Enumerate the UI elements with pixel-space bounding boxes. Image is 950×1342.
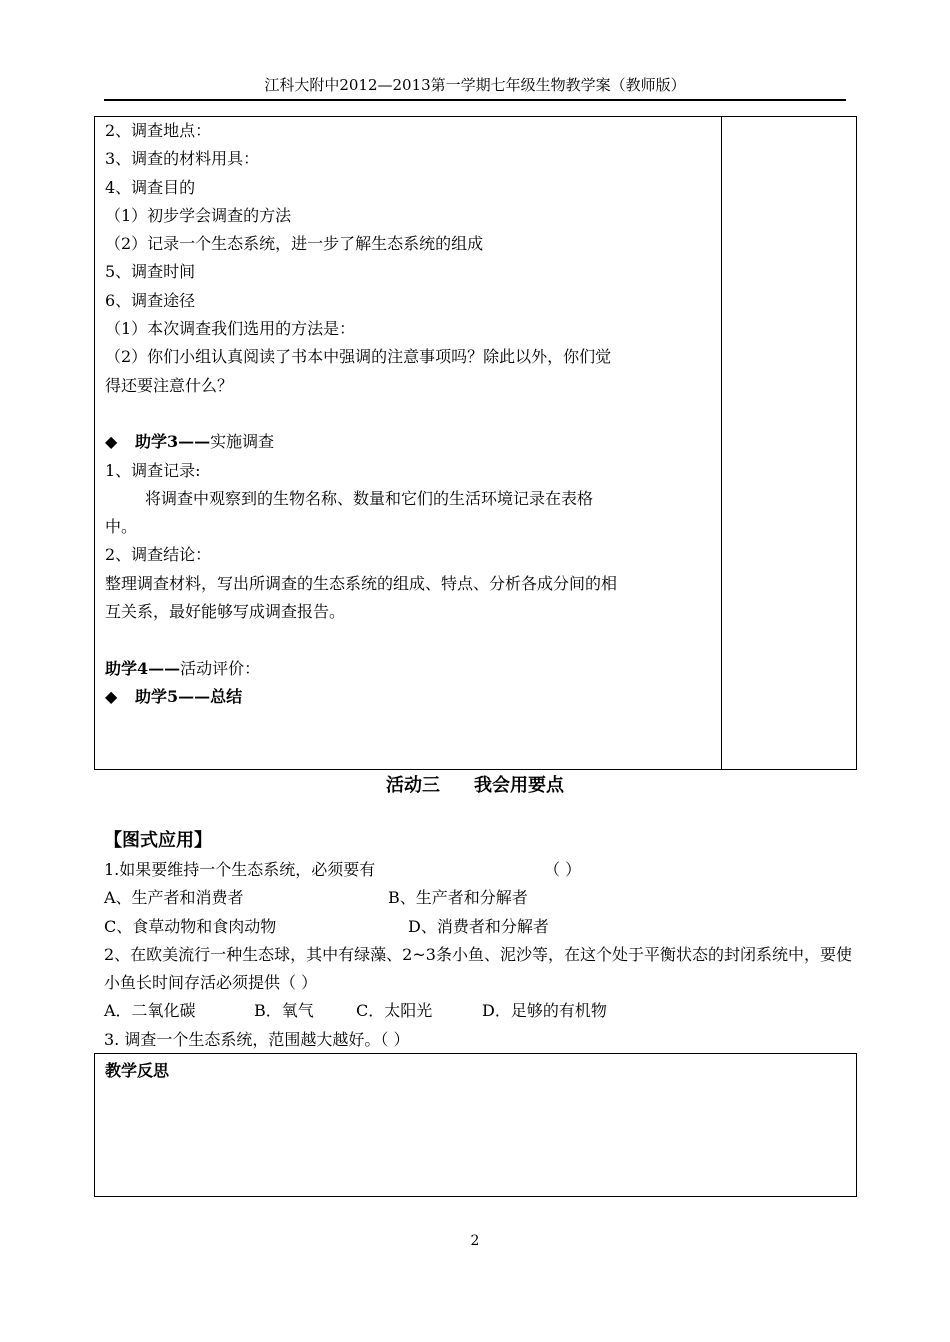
content-line: 5、调查时间 <box>105 262 196 282</box>
step5-label: 助学5——总结 <box>135 686 243 706</box>
step3-text: 实施调查 <box>210 432 275 452</box>
content-line: 整理调查材料，写出所调查的生态系统的组成、特点、分析各成分间的相互关系，最好能够写成调查报告。 <box>105 573 618 622</box>
q2-option-c: C．太阳光 <box>356 1001 433 1021</box>
q1-paren: （ ） <box>544 860 582 879</box>
spacer <box>105 400 619 428</box>
content-line: 2、调查地点： <box>105 121 212 140</box>
section-title-a: 活动三 <box>386 775 440 796</box>
step4-heading <box>105 655 619 683</box>
q2-option-d: D．足够的有机物 <box>482 1001 607 1021</box>
q1-options-cd <box>104 913 852 941</box>
q1-options-ab <box>104 884 852 912</box>
q1-option-d: D、消费者和分解者 <box>408 916 549 936</box>
section-title <box>0 772 950 800</box>
exercise-section <box>104 826 852 1054</box>
content-line: 将调查中观察到的生物名称、数量和它们的生活环境记录在表格中。 <box>105 488 594 537</box>
step4-label: 助学4—— <box>105 658 181 678</box>
diamond-bullet-icon: ◆ <box>105 686 118 706</box>
q2-option-b: B．氧气 <box>254 1001 314 1021</box>
step4-text: 活动评价： <box>180 658 261 678</box>
step3-label: 助学3—— <box>135 432 211 452</box>
content-line: （2）你们小组认真阅读了书本中强调的注意事项吗？除此以外，你们觉得还要注意什么？ <box>105 347 612 395</box>
question-1 <box>104 856 852 884</box>
question-3: 3. 调查一个生态系统，范围越大越好。（ ） <box>104 1029 410 1049</box>
content-line: 1、调查记录: <box>105 460 201 480</box>
step3-heading <box>105 428 619 456</box>
content-line: 3、调查的材料用具： <box>105 149 260 169</box>
exercise-heading: 【图式应用】 <box>104 830 212 851</box>
q2-options <box>104 997 852 1025</box>
q1-option-a: A、生产者和消费者 <box>104 888 244 908</box>
diamond-bullet-icon: ◆ <box>105 432 118 452</box>
q1-option-b: B、生产者和分解者 <box>388 888 528 908</box>
content-line: （1）初步学会调查的方法 <box>105 205 292 225</box>
reflection-title: 教学反思 <box>105 1061 170 1080</box>
content-line: （1）本次调查我们选用的方法是： <box>105 319 356 339</box>
page-number: 2 <box>470 1233 480 1249</box>
page-header: 江科大附中2012—2013第一学期七年级生物教学案（教师版） <box>104 73 846 101</box>
activity-table <box>94 116 857 770</box>
q2-option-a: A．二氧化碳 <box>104 1001 196 1021</box>
content-line: （2）记录一个生态系统，进一步了解生态系统的组成 <box>105 234 484 254</box>
q1-option-c: C、食草动物和食肉动物 <box>104 916 277 936</box>
activity-content <box>105 117 619 711</box>
column-divider <box>721 117 722 769</box>
step5-heading <box>105 683 619 711</box>
content-line: 6、调查途径 <box>105 290 196 310</box>
question-2: 2、在欧美流行一种生态球，其中有绿藻、2~3条小鱼、泥沙等，在这个处于平衡状态的封闭系统中，要使小鱼长时间存活必须提供（ ） <box>104 944 852 993</box>
spacer <box>105 626 619 654</box>
content-line: 4、调查目的 <box>105 177 196 197</box>
content-line: 2、调查结论： <box>105 545 212 565</box>
q1-stem: 1.如果要维持一个生态系统，必须要有 <box>104 860 376 879</box>
section-title-b: 我会用要点 <box>474 775 564 796</box>
reflection-box <box>94 1053 857 1197</box>
